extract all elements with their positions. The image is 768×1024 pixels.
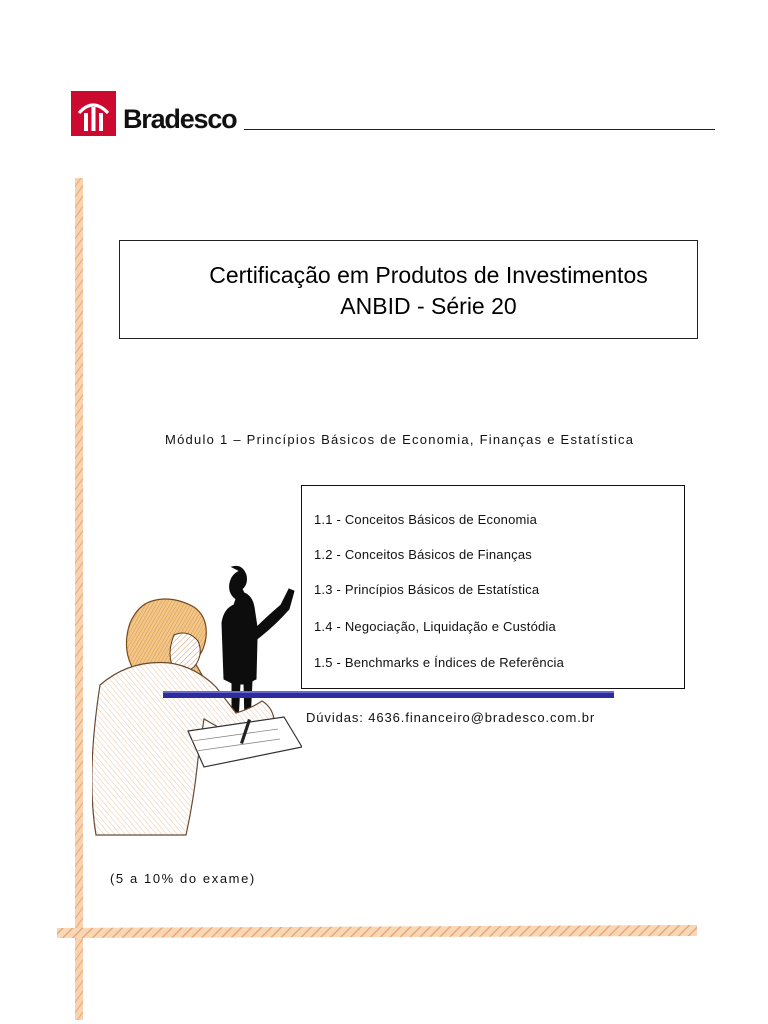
frame-vertical-line <box>73 178 85 1020</box>
presenter-and-student-illustration <box>92 565 302 845</box>
contact-email: Dúvidas: 4636.financeiro@bradesco.com.br <box>306 710 596 725</box>
topic-item: 1.5 - Benchmarks e Índices de Referência <box>314 655 565 670</box>
document-title: Certificação em Produtos de Investimentos <box>209 262 648 288</box>
document-subtitle: ANBID - Série 20 <box>340 293 517 319</box>
topic-item: 1.2 - Conceitos Básicos de Finanças <box>314 547 532 562</box>
title-box <box>119 240 698 339</box>
topic-item: 1.3 - Princípios Básicos de Estatística <box>314 582 540 597</box>
topic-item: 1.4 - Negociação, Liquidação e Custódia <box>314 619 556 634</box>
topics-underline-bar <box>163 691 614 698</box>
frame-horizontal-line <box>57 923 697 940</box>
bradesco-logo-icon <box>71 91 116 136</box>
topics-box <box>301 485 685 689</box>
brand-name: Bradesco <box>123 104 237 134</box>
topic-item: 1.1 - Conceitos Básicos de Economia <box>314 512 538 527</box>
module-heading: Módulo 1 – Princípios Básicos de Economia, Finanças e Estatística <box>165 432 635 447</box>
exam-weight-note: (5 a 10% do exame) <box>110 871 256 886</box>
header-rule <box>244 129 715 130</box>
